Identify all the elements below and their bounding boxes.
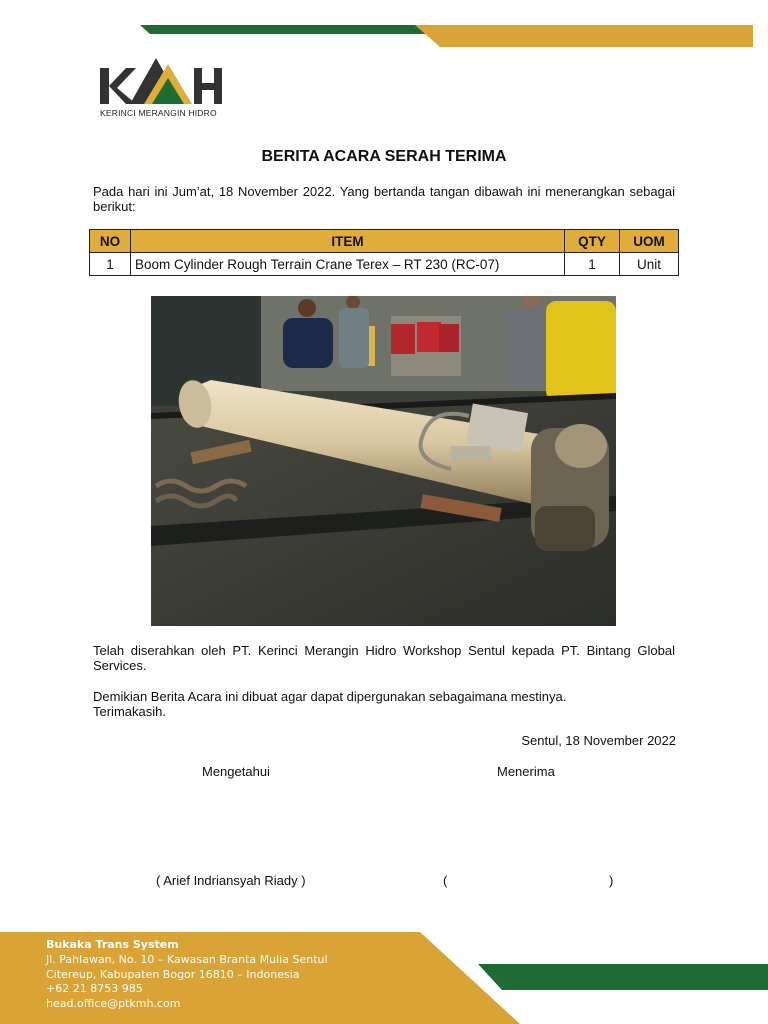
signature-left-label: Mengetahui	[202, 764, 270, 779]
footer-email[interactable]: head.office@ptkmh.com	[46, 997, 181, 1011]
footer-contact	[46, 938, 328, 1012]
cell-item: Boom Cylinder Rough Terrain Crane Terex – RT 230 (RC-07)	[131, 253, 565, 276]
cell-uom: Unit	[620, 253, 679, 276]
signature-right-label: Menerima	[497, 764, 555, 779]
signature-left-name: ( Arief Indriansyah Riady )	[156, 873, 306, 888]
cell-qty: 1	[565, 253, 620, 276]
header-uom: UOM	[620, 230, 679, 253]
table-row	[90, 253, 679, 276]
header-qty: QTY	[565, 230, 620, 253]
document-title: BERITA ACARA SERAH TERIMA	[261, 148, 507, 165]
footer-address-1: Jl. Pahlawan, No. 10 – Kawasan Branta Mulia Sentul	[46, 952, 328, 966]
table-header-row	[90, 230, 679, 253]
handover-paragraph: Telah diserahkan oleh PT. Kerinci Merangin Hidro Workshop Sentul kepada PT. Bintang Global Services.	[93, 643, 675, 673]
items-table	[89, 229, 679, 276]
signature-right-close: )	[609, 873, 614, 888]
company-name: KERINCI MERANGIN HIDRO	[100, 108, 217, 118]
place-date: Sentul, 18 November 2022	[521, 733, 676, 748]
footer-company: Bukaka Trans System	[46, 938, 179, 951]
header-band	[0, 0, 768, 60]
closing-line-1: Demikian Berita Acara ini dibuat agar dapat dipergunakan sebagaimana mestinya.	[93, 689, 567, 704]
closing-line-2: Terimakasih.	[93, 704, 166, 719]
signature-right-open: (	[443, 873, 448, 888]
intro-paragraph: Pada hari ini Jum’at, 18 November 2022. Yang bertanda tangan dibawah ini menerangkan sebagai berikut:	[93, 184, 675, 214]
header-no: NO	[90, 230, 131, 253]
footer-address-2: Citereup, Kabupaten Bogor 16810 – Indonesia	[46, 967, 300, 981]
footer-phone: +62 21 8753 985	[46, 982, 143, 996]
hydraulic-boom-cylinder-photo	[151, 296, 616, 626]
cell-no: 1	[90, 253, 131, 276]
header-item: ITEM	[131, 230, 565, 253]
